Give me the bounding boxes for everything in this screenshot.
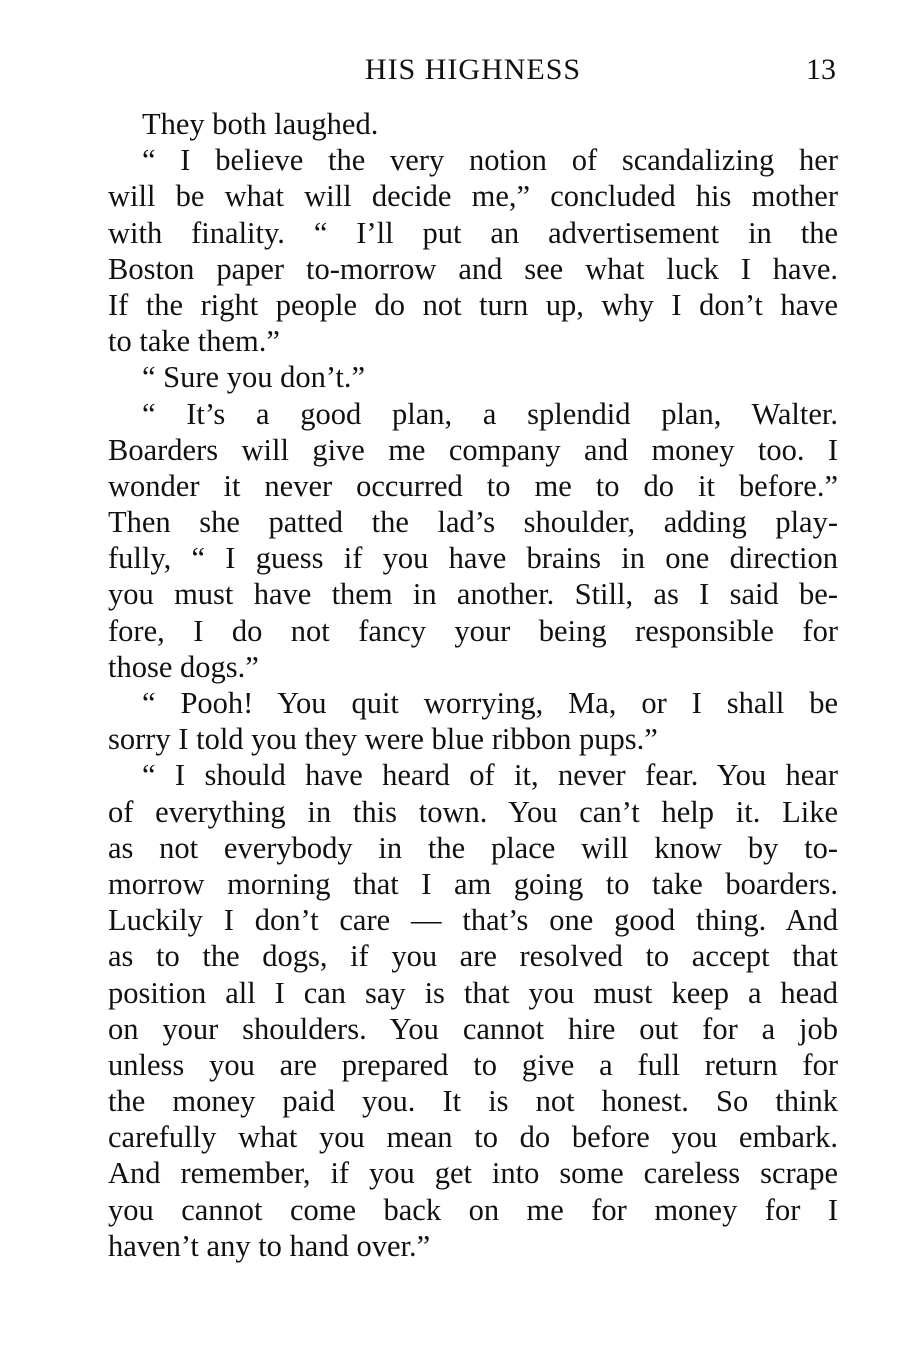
text-line: you cannot come back on me for money for I	[108, 1192, 838, 1227]
text-line: with finality. “ I’ll put an advertisement in the	[108, 215, 838, 250]
body-text	[108, 106, 838, 1264]
text-line: Boarders will give me company and money too. I	[108, 432, 838, 467]
text-line: to take them.”	[108, 324, 280, 359]
text-line: on your shoulders. You cannot hire out for a job	[108, 1011, 838, 1046]
text-line: the money paid you. It is not honest. So think	[108, 1084, 838, 1119]
text-line: haven’t any to hand over.”	[108, 1228, 431, 1263]
text-line: unless you are prepared to give a full return for	[108, 1047, 838, 1082]
text-line: “ It’s a good plan, a splendid plan, Walter.	[142, 396, 838, 431]
text-line: And remember, if you get into some careless scrape	[108, 1156, 838, 1191]
text-line: They both laughed.	[142, 107, 379, 141]
text-line: fore, I do not fancy your being responsible for	[108, 613, 838, 648]
text-line: morrow morning that I am going to take boarders.	[108, 866, 838, 901]
text-line: will be what will decide me,” concluded his mother	[108, 179, 838, 214]
text-line: sorry I told you they were blue ribbon pups.”	[108, 722, 658, 757]
text-line: as to the dogs, if you are resolved to accept that	[108, 939, 838, 974]
running-title: HIS HIGHNESS	[364, 53, 582, 86]
text-line: carefully what you mean to do before you embark.	[108, 1120, 838, 1155]
text-line: Then she patted the lad’s shoulder, adding play-	[108, 505, 838, 540]
text-line: you must have them in another. Still, as I said be-	[108, 577, 838, 612]
text-line: “ I believe the very notion of scandalizing her	[142, 143, 838, 178]
text-line: those dogs.”	[108, 649, 259, 684]
text-line: Luckily I don’t care — that’s one good thing. And	[108, 903, 838, 938]
text-line: If the right people do not turn up, why I don’t have	[108, 287, 838, 322]
running-head	[108, 50, 838, 90]
text-line: “ Pooh! You quit worrying, Ma, or I shall be	[142, 686, 838, 720]
text-line: “ I should have heard of it, never fear. You hear	[142, 758, 838, 793]
text-line: of everything in this town. You can’t help it. Like	[108, 794, 838, 829]
text-line: wonder it never occurred to me to do it before.”	[108, 468, 838, 503]
text-line: Boston paper to-morrow and see what luck I have.	[108, 251, 838, 286]
text-line: position all I can say is that you must keep a head	[108, 975, 838, 1010]
page-number: 13	[806, 53, 836, 86]
text-line: fully, “ I guess if you have brains in one direction	[108, 541, 838, 576]
text-line: as not everybody in the place will know by to-	[108, 830, 838, 865]
text-line: “ Sure you don’t.”	[142, 360, 366, 395]
